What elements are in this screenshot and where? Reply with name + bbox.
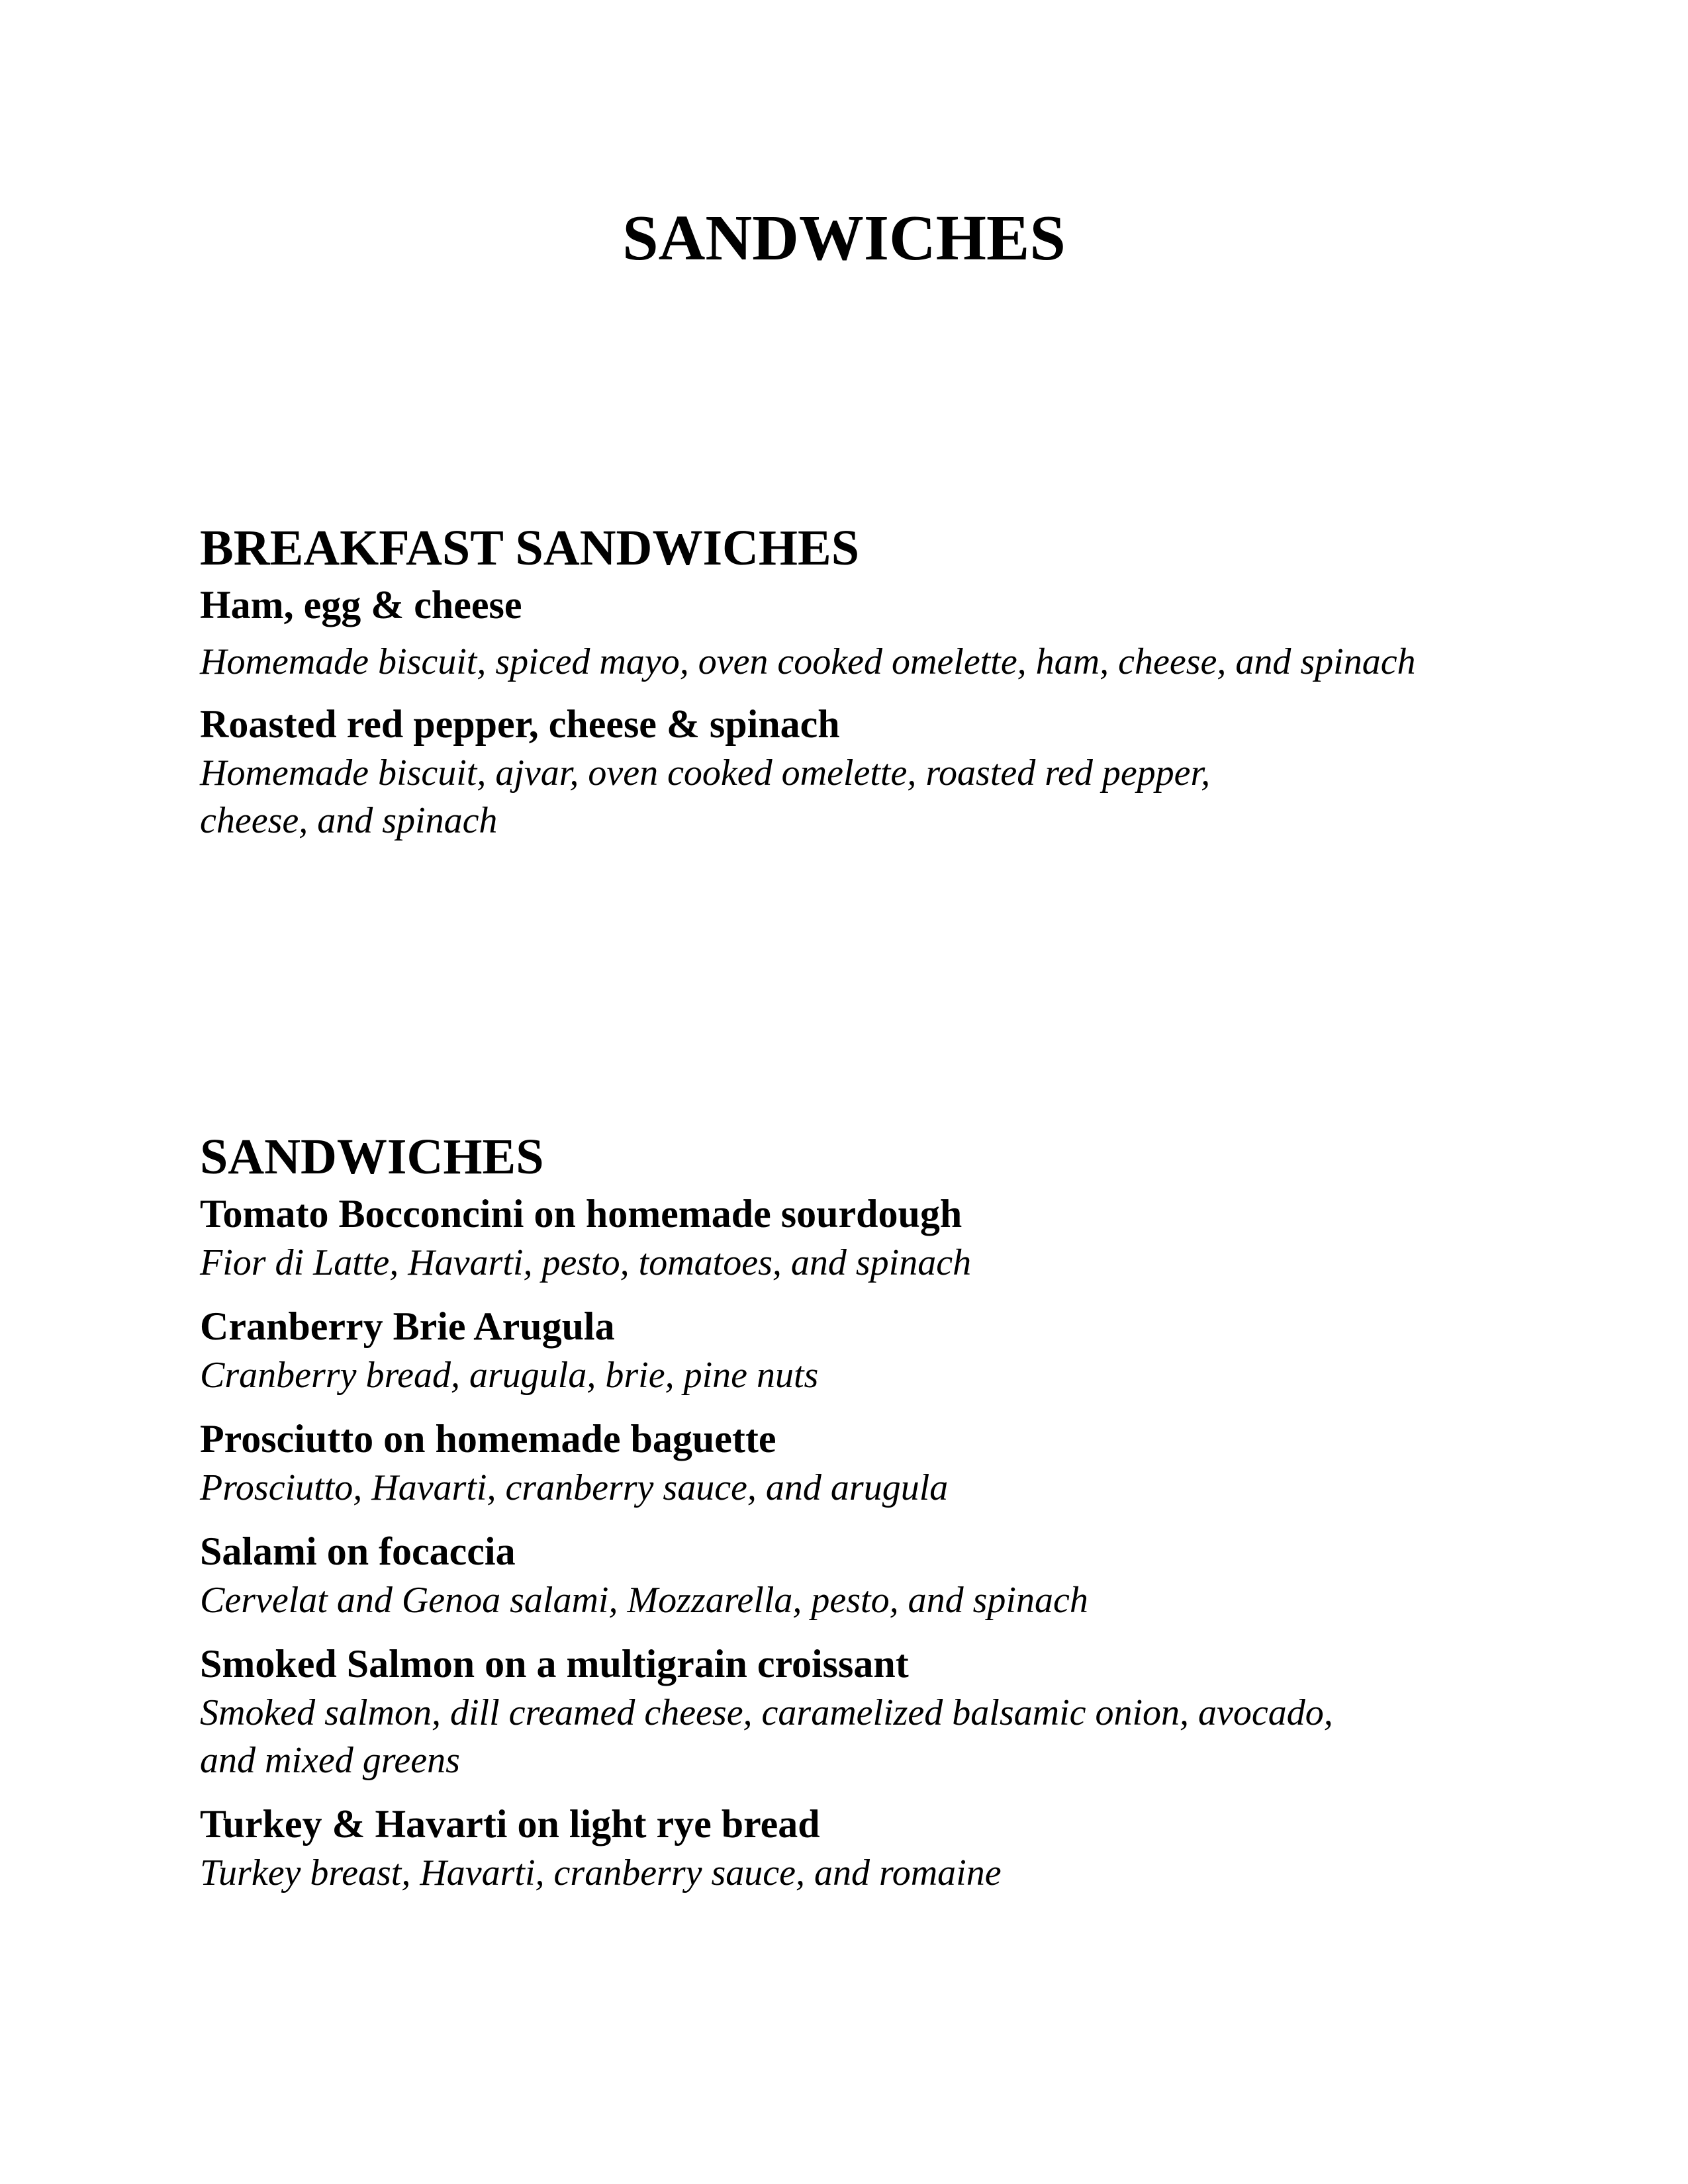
- menu-item-description-line-2: cheese, and spinach: [200, 800, 498, 841]
- menu-item-name: Salami on focaccia: [200, 1529, 516, 1573]
- menu-item-name: Turkey & Havarti on light rye bread: [200, 1802, 820, 1846]
- menu-item-description: Prosciutto, Havarti, cranberry sauce, and arugula: [200, 1467, 949, 1508]
- page-title: SANDWICHES: [622, 203, 1066, 274]
- menu-item: [200, 1526, 1524, 1624]
- menu-item: [200, 1414, 1524, 1512]
- menu-item: [200, 1301, 1524, 1399]
- menu-item-description: Fior di Latte, Havarti, pesto, tomatoes, and spinach: [200, 1242, 972, 1283]
- sandwiches-section-heading: SANDWICHES: [200, 1129, 544, 1185]
- menu-item-description-line-2: and mixed greens: [200, 1740, 460, 1781]
- sandwiches-section: [200, 1125, 1524, 1897]
- menu-item-name: Tomato Bocconcini on homemade sourdough: [200, 1192, 962, 1236]
- menu-item-description: Cranberry bread, arugula, brie, pine nuts: [200, 1355, 819, 1396]
- menu-item-description-line-1: Homemade biscuit, ajvar, oven cooked omelette, roasted red pepper,: [200, 752, 1211, 794]
- menu-item-name: Smoked Salmon on a multigrain croissant: [200, 1642, 909, 1686]
- menu-item-name: Prosciutto on homemade baguette: [200, 1417, 776, 1461]
- menu-item: [200, 1639, 1524, 1784]
- menu-item-description: Homemade biscuit, spiced mayo, oven cooked omelette, ham, cheese, and spinach: [200, 641, 1416, 682]
- menu-item-name: Cranberry Brie Arugula: [200, 1304, 615, 1348]
- menu-item-description-line-1: Smoked salmon, dill creamed cheese, caramelized balsamic onion, avocado,: [200, 1692, 1333, 1733]
- menu-item-name: Ham, egg & cheese: [200, 583, 522, 627]
- menu-item-name: Roasted red pepper, cheese & spinach: [200, 702, 840, 746]
- menu-item-description: Turkey breast, Havarti, cranberry sauce, and romaine: [200, 1852, 1002, 1893]
- menu-item: [200, 1799, 1524, 1897]
- menu-item-description: Cervelat and Genoa salami, Mozzarella, pesto, and spinach: [200, 1580, 1088, 1621]
- menu-item: [200, 580, 1524, 686]
- menu-item: [200, 1189, 1524, 1287]
- breakfast-section-heading: BREAKFAST SANDWICHES: [200, 520, 859, 576]
- menu-item: [200, 699, 1524, 844]
- breakfast-sandwiches-section: [200, 516, 1524, 844]
